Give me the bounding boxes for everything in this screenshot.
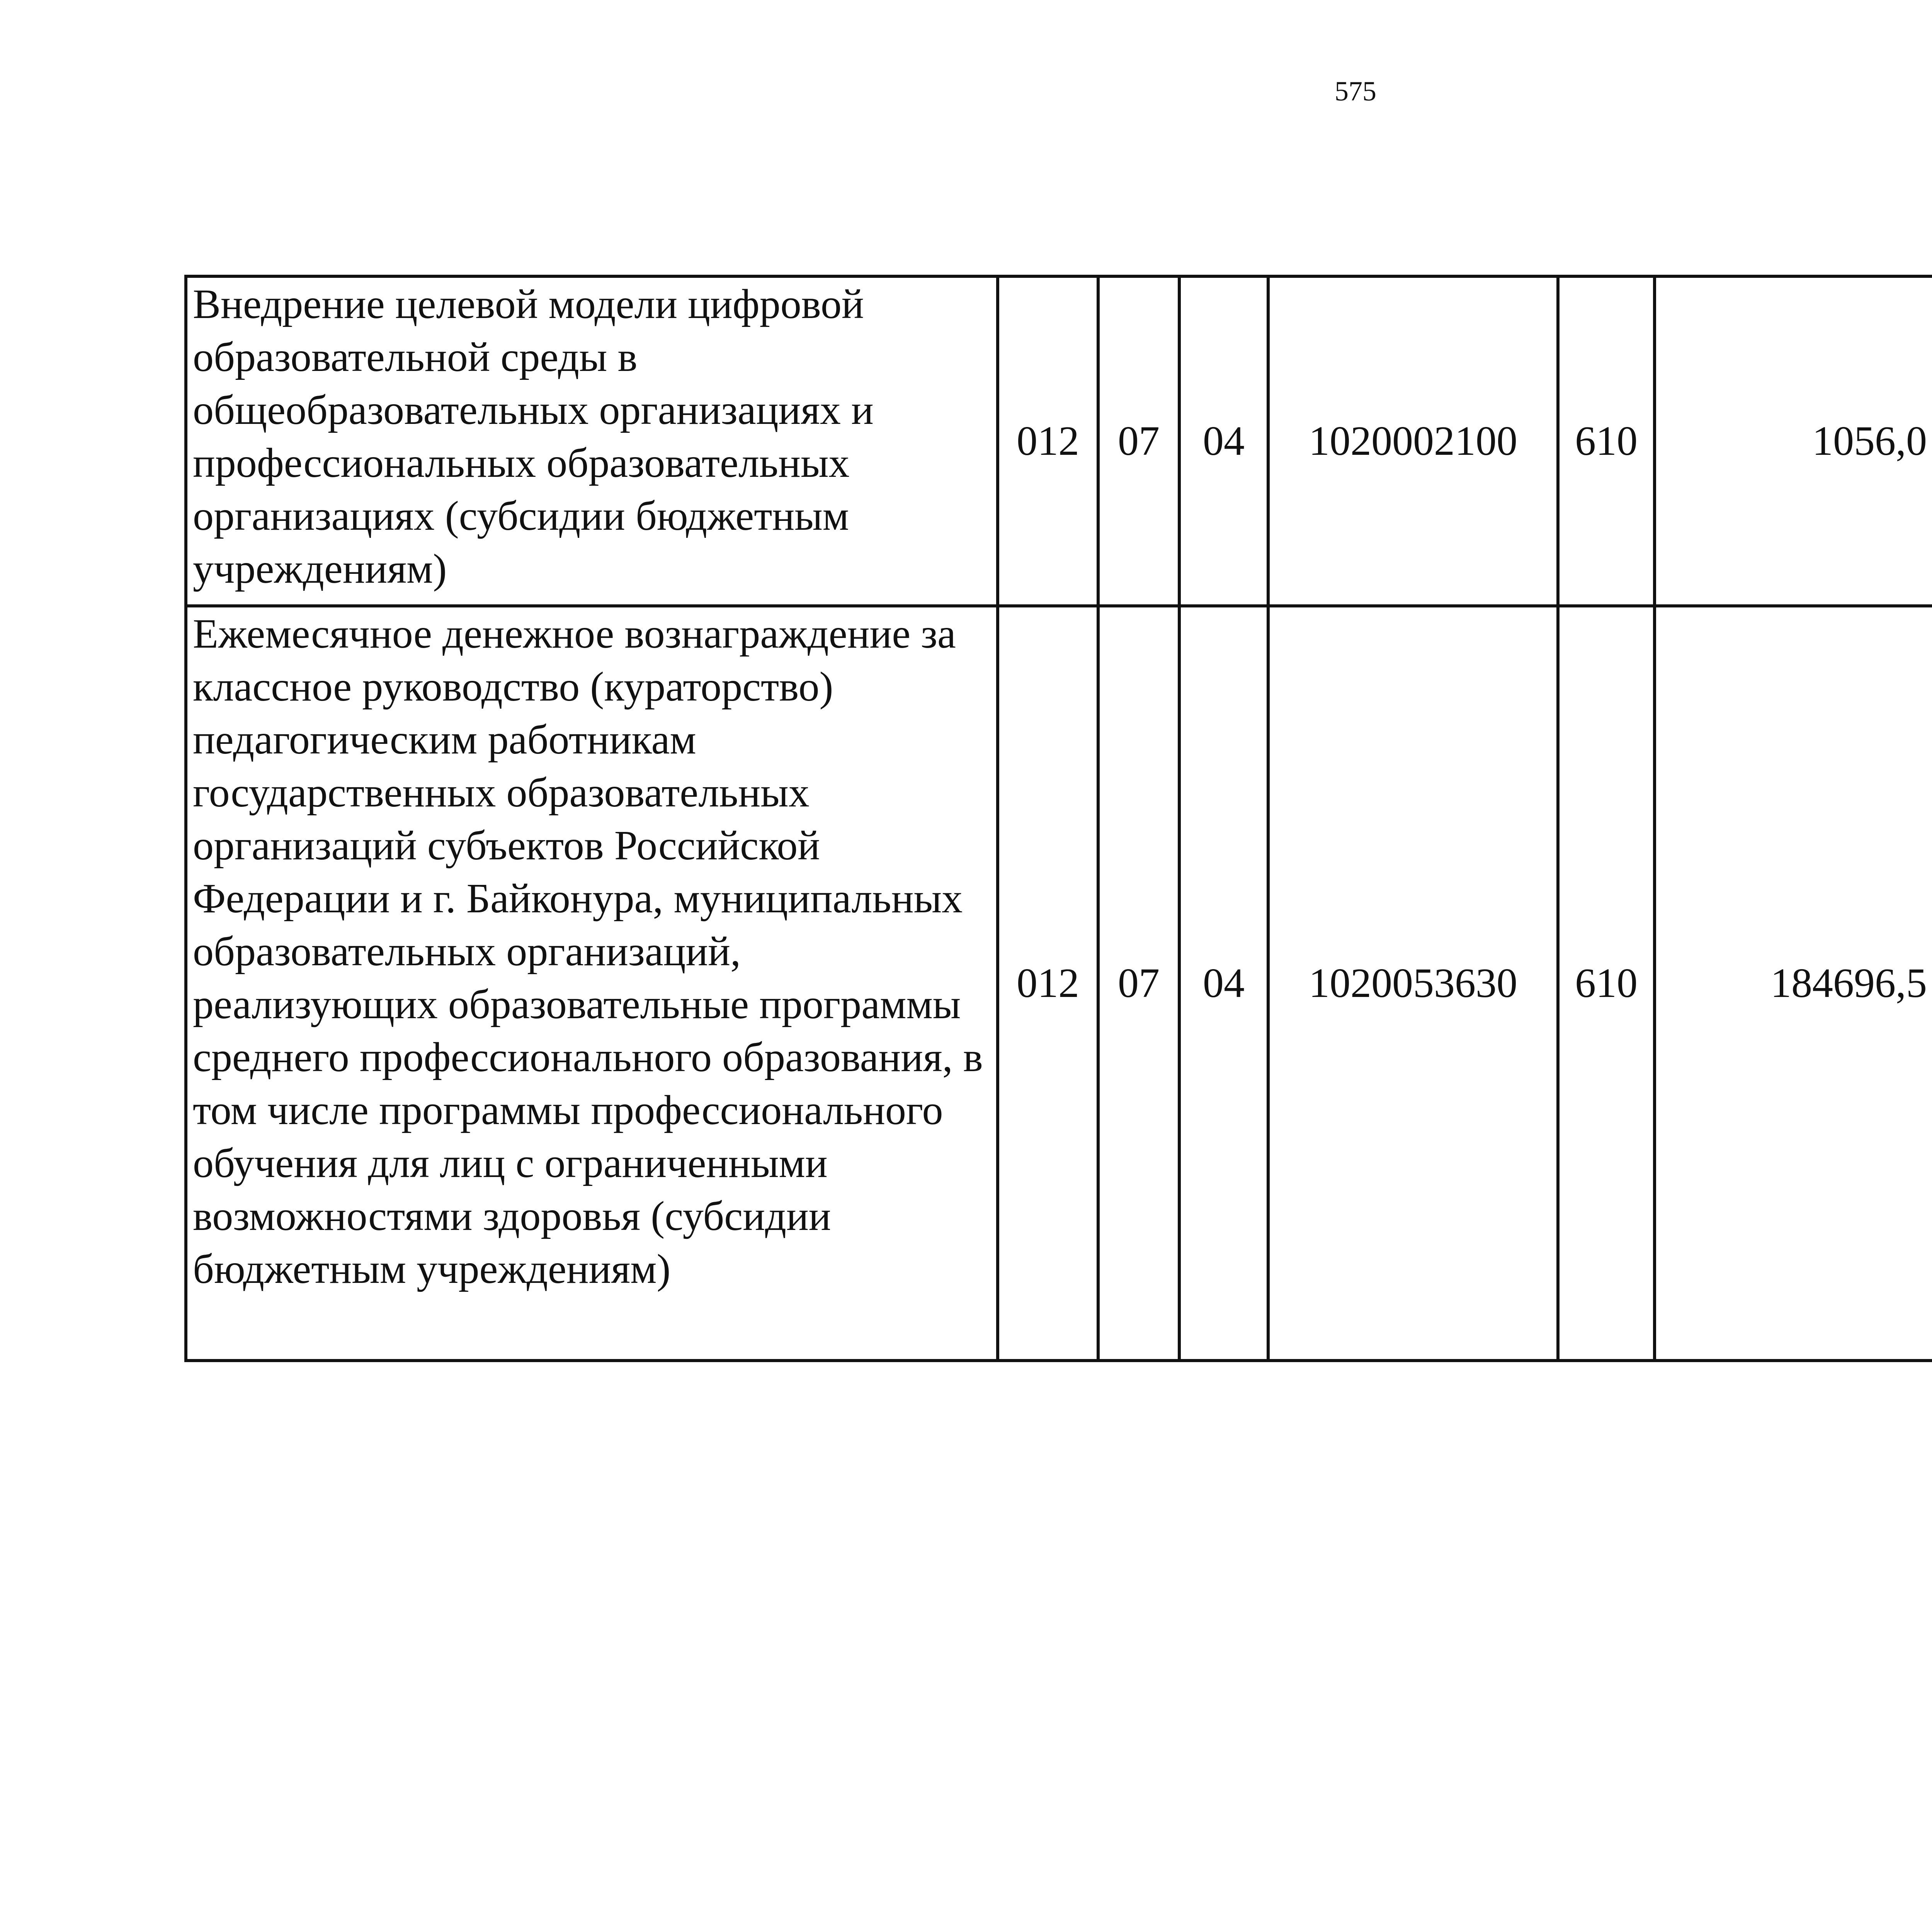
- description-line: классное руководство (кураторство): [193, 664, 833, 710]
- description-line: Ежемесячное денежное вознаграждение за: [193, 611, 956, 657]
- description-line: бюджетным учреждениям): [193, 1246, 671, 1292]
- row-description: [186, 276, 998, 606]
- description-line: реализующих образовательные программы: [193, 981, 961, 1027]
- section-code-cell: 07: [1098, 276, 1179, 606]
- description-line: Внедрение целевой модели цифровой: [193, 281, 864, 327]
- amount-cell-1: 184696,5: [1655, 606, 1932, 1361]
- description-line: государственных образовательных: [193, 770, 810, 816]
- description-line: обучения для лиц с ограниченными: [193, 1140, 828, 1186]
- description-line: образовательной среды в: [193, 334, 638, 380]
- description-line: общеобразовательных организациях и: [193, 387, 874, 433]
- table-row: [186, 606, 1932, 1361]
- expense-type-cell: 610: [1558, 276, 1655, 606]
- description-line: организаций субъектов Российской: [193, 823, 820, 869]
- description-line: учреждениям): [193, 546, 447, 592]
- table-row: [186, 276, 1932, 606]
- subsection-code-cell: 04: [1179, 606, 1268, 1361]
- amount-cell-1: 1056,0: [1655, 276, 1932, 606]
- description-line: педагогическим работникам: [193, 717, 696, 763]
- description-line: организациях (субсидии бюджетным: [193, 493, 849, 539]
- target-item-cell: 1020002100: [1268, 276, 1558, 606]
- description-line: возможностями здоровья (субсидии: [193, 1193, 831, 1239]
- section-code-cell: 07: [1098, 606, 1179, 1361]
- target-item-cell: 1020053630: [1268, 606, 1558, 1361]
- row-description: [186, 606, 998, 1361]
- ministry-code-cell: 012: [998, 606, 1098, 1361]
- description-line: том числе программы профессионального: [193, 1087, 943, 1133]
- expense-type-cell: 610: [1558, 606, 1655, 1361]
- budget-table: [184, 275, 1932, 1362]
- ministry-code-cell: 012: [998, 276, 1098, 606]
- subsection-code-cell: 04: [1179, 276, 1268, 606]
- page-number: 575: [1335, 76, 1376, 107]
- description-line: среднего профессионального образования, в: [193, 1034, 983, 1080]
- description-line: образовательных организаций,: [193, 929, 741, 975]
- description-line: профессиональных образовательных: [193, 440, 850, 486]
- description-line: Федерации и г. Байконура, муниципальных: [193, 876, 963, 922]
